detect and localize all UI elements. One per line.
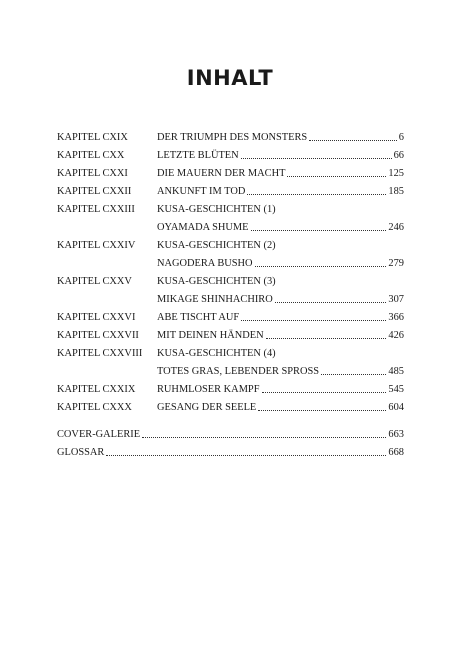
chapter-label: KAPITEL CXXIV [57, 240, 136, 251]
toc-extra-entry [57, 444, 404, 462]
entry-container [157, 147, 404, 165]
chapter-label: KAPITEL CXIX [57, 132, 128, 143]
toc-entry [57, 345, 404, 363]
page-number: 66 [393, 150, 404, 161]
entry-title: KUSA-GESCHICHTEN (3) [157, 276, 276, 287]
entry-container [157, 309, 404, 327]
entry-container [157, 255, 404, 273]
chapter-label: KAPITEL CXXI [57, 168, 128, 179]
entry-container [157, 381, 404, 399]
entry-container [157, 327, 404, 345]
entry-title: MIT DEINEN HÄNDEN [157, 330, 264, 341]
entry-container [157, 399, 404, 417]
page-number: 6 [398, 132, 404, 143]
dot-leader [262, 391, 387, 393]
chapter-label: KAPITEL CXXIX [57, 384, 136, 395]
dot-leader [255, 265, 387, 267]
dot-leader [251, 229, 387, 231]
page-number: 307 [388, 294, 404, 305]
toc-entry [57, 273, 404, 291]
dot-leader [258, 409, 386, 411]
toc-entry [57, 255, 404, 273]
toc-entry [57, 399, 404, 417]
entry-container [157, 183, 404, 201]
toc-entry [57, 165, 404, 183]
entry-container [157, 291, 404, 309]
entry-container [57, 426, 404, 444]
entry-container [157, 237, 404, 255]
toc-entry [57, 201, 404, 219]
page-number: 426 [388, 330, 404, 341]
entry-title: NAGODERA BUSHO [157, 258, 253, 269]
dot-leader [287, 175, 386, 177]
entry-container [157, 129, 404, 147]
entry-container [157, 345, 404, 363]
entry-container [157, 273, 404, 291]
entry-title: OYAMADA SHUME [157, 222, 249, 233]
dot-leader [106, 454, 386, 456]
dot-leader [241, 157, 392, 159]
entry-container [57, 444, 404, 462]
dot-leader [309, 139, 397, 141]
entry-title: GLOSSAR [57, 447, 105, 458]
entry-title: TOTES GRAS, LEBENDER SPROSS [157, 366, 320, 377]
chapter-label: KAPITEL CXXV [57, 276, 132, 287]
entry-title: LETZTE BLÜTEN [157, 150, 239, 161]
chapter-label: KAPITEL CXXII [57, 186, 132, 197]
entry-title: DER TRIUMPH DES MONSTERS [157, 132, 308, 143]
page-number: 246 [388, 222, 404, 233]
dot-leader [275, 301, 387, 303]
entry-title: RUHMLOSER KAMPF [157, 384, 260, 395]
chapter-label: KAPITEL CXXVIII [57, 348, 143, 359]
page-number: 185 [388, 186, 404, 197]
entry-title: ABE TISCHT AUF [157, 312, 240, 323]
toc-entry [57, 147, 404, 165]
chapter-label: KAPITEL CXXVII [57, 330, 139, 341]
entry-title: GESANG DER SEELE [157, 402, 257, 413]
entry-container [157, 165, 404, 183]
toc-entry [57, 381, 404, 399]
page-number: 663 [388, 429, 404, 440]
entry-title: KUSA-GESCHICHTEN (2) [157, 240, 276, 251]
dot-leader [142, 436, 386, 438]
toc-entry [57, 327, 404, 345]
toc-entry [57, 183, 404, 201]
page-number: 279 [388, 258, 404, 269]
dot-leader [241, 319, 386, 321]
toc-entry [57, 129, 404, 147]
entry-title: ANKUNFT IM TOD [157, 186, 246, 197]
entry-container [157, 201, 404, 219]
toc-entry [57, 291, 404, 309]
dot-leader [321, 373, 386, 375]
page-number: 545 [388, 384, 404, 395]
chapter-label: KAPITEL CXXVI [57, 312, 136, 323]
table-of-contents [57, 129, 404, 462]
chapter-label: KAPITEL CXX [57, 150, 125, 161]
toc-entry [57, 309, 404, 327]
entry-container [157, 363, 404, 381]
dot-leader [266, 337, 387, 339]
page-number: 668 [388, 447, 404, 458]
page-number: 604 [388, 402, 404, 413]
page-number: 366 [388, 312, 404, 323]
section-gap [57, 417, 404, 426]
toc-entry [57, 363, 404, 381]
chapter-label: KAPITEL CXXX [57, 402, 132, 413]
page-number: 125 [388, 168, 404, 179]
entry-title: KUSA-GESCHICHTEN (1) [157, 204, 276, 215]
chapter-label: KAPITEL CXXIII [57, 204, 135, 215]
dot-leader [247, 193, 386, 195]
entry-title: MIKAGE SHINHACHIRO [157, 294, 273, 305]
page-number: 485 [388, 366, 404, 377]
toc-extra-entry [57, 426, 404, 444]
entry-title: DIE MAUERN DER MACHT [157, 168, 286, 179]
entry-title: KUSA-GESCHICHTEN (4) [157, 348, 276, 359]
toc-entry [57, 237, 404, 255]
toc-entry [57, 219, 404, 237]
entry-container [157, 219, 404, 237]
page-title: INHALT [186, 66, 274, 90]
entry-title: COVER-GALERIE [57, 429, 141, 440]
